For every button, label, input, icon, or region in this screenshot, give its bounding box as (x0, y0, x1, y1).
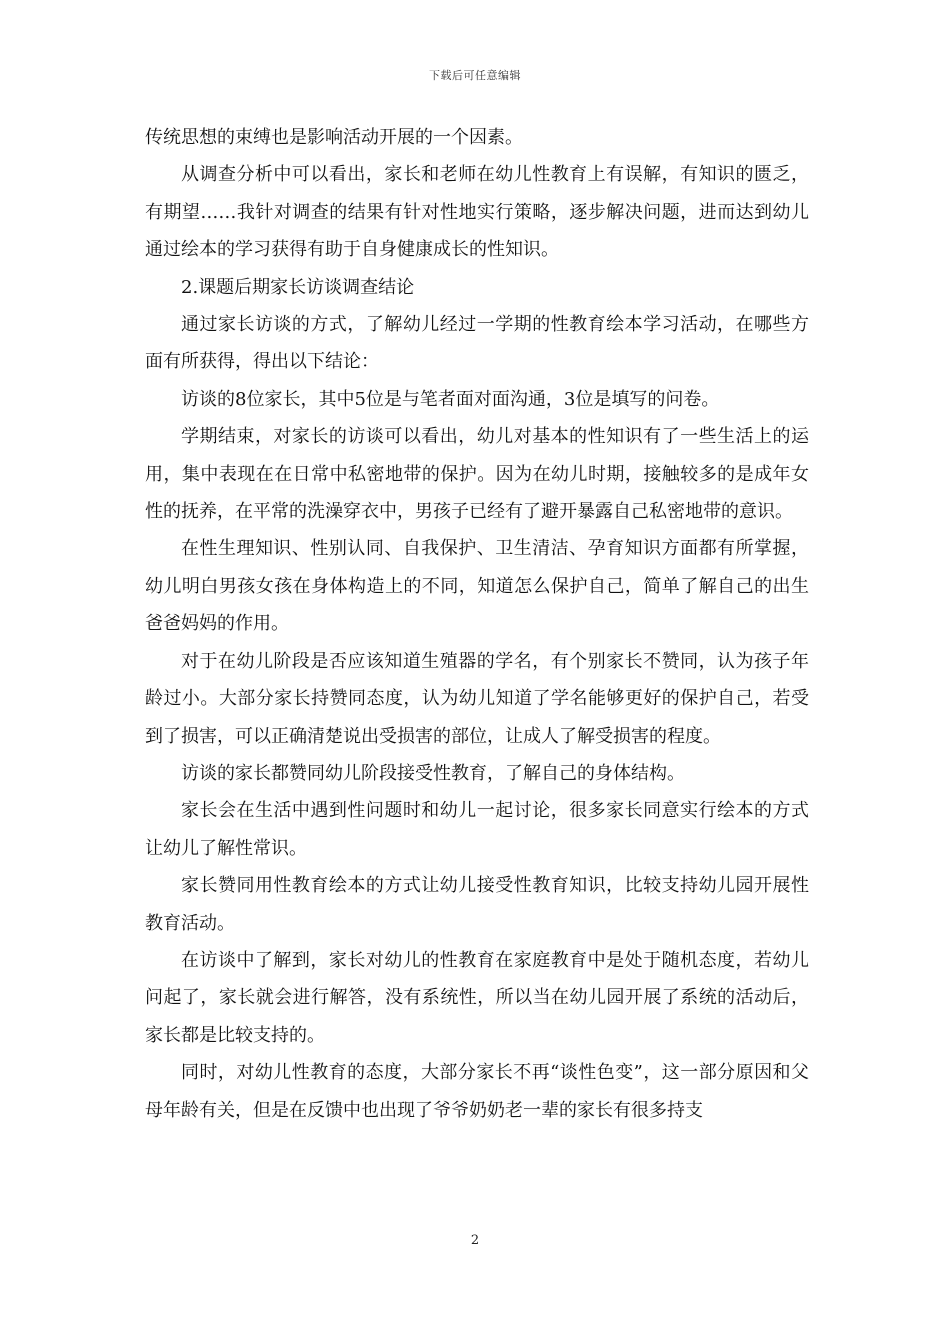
paragraph: 学期结束，对家长的访谈可以看出，幼儿对基本的性知识有了一些生活上的运用，集中表现在在日常中私密地带的保护。因为在幼儿时期，接触较多的是成年女性的抚养，在平常的洗澡穿衣中，男孩子已经有了避开暴露自己私密地带的意识。 (145, 426, 809, 523)
paragraph: 家长赞同用性教育绘本的方式让幼儿接受性教育知识，比较支持幼儿园开展性教育活动。 (145, 875, 809, 934)
paragraph: 在性生理知识、性别认同、自我保护、卫生清洁、孕育知识方面都有所掌握，幼儿明白男孩女孩在身体构造上的不同，知道怎么保护自己，简单了解自己的出生爸爸妈妈的作用。 (145, 538, 809, 635)
page-number: 2 (470, 1233, 480, 1248)
paragraph: 对于在幼儿阶段是否应该知道生殖器的学名，有个别家长不赞同，认为孩子年龄过小。大部分家长持赞同态度，认为幼儿知道了学名能够更好的保护自己，若受到了损害，可以正确清楚说出受损害的部位，让成人了解受损害的程度。 (145, 650, 809, 747)
paragraph: 从调查分析中可以看出，家长和老师在幼儿性教育上有误解，有知识的匮乏，有期望……我针对调查的结果有针对性地实行策略，逐步解决问题，进而达到幼儿通过绘本的学习获得有助于自身健康成长的性知识。 (145, 164, 809, 261)
paragraph: 传统思想的束缚也是影响活动开展的一个因素。 (145, 127, 523, 148)
paragraph: 家长会在生活中遇到性问题时和幼儿一起讨论，很多家长同意实行绘本的方式让幼儿了解性常识。 (145, 800, 809, 859)
paragraph: 访谈的8位家长，其中5位是与笔者面对面沟通，3位是填写的问卷。 (181, 388, 720, 410)
section-heading: 2.课题后期家长访谈调查结论 (181, 276, 415, 298)
page-header: 下载后可任意编辑 (429, 69, 521, 82)
paragraph: 访谈的家长都赞同幼儿阶段接受性教育，了解自己的身体结构。 (181, 762, 685, 784)
paragraph: 同时，对幼儿性教育的态度，大部分家长不再“谈性色变”，这一部分原因和父母年龄有关，但是在反馈中也出现了爷爷奶奶老一辈的家长有很多持支 (145, 1062, 809, 1121)
document-body (145, 119, 809, 1129)
paragraph: 在访谈中了解到，家长对幼儿的性教育在家庭教育中是处于随机态度，若幼儿问起了，家长就会进行解答，没有系统性，所以当在幼儿园开展了系统的活动后，家长都是比较支持的。 (145, 949, 809, 1046)
paragraph: 通过家长访谈的方式，了解幼儿经过一学期的性教育绘本学习活动，在哪些方面有所获得，得出以下结论： (145, 314, 809, 373)
